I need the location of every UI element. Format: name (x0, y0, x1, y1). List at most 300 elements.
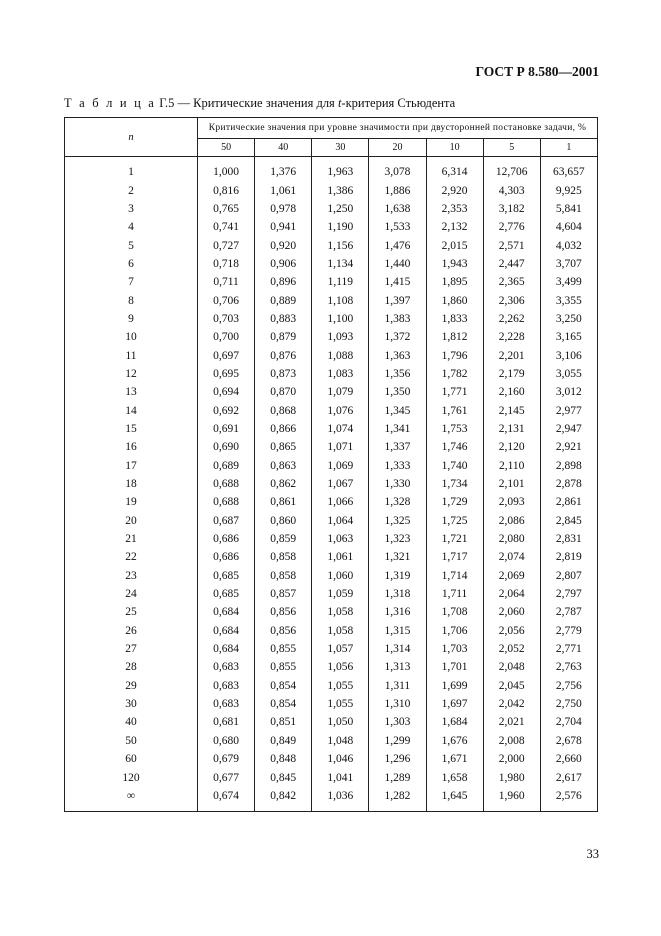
critical-value-cell: 1,415 (369, 273, 426, 291)
critical-value-cell: 1,315 (369, 622, 426, 640)
table-row (65, 383, 598, 401)
critical-value-cell: 0,703 (198, 310, 255, 328)
critical-value-cell: 1,717 (426, 548, 483, 566)
critical-value-cell: 2,080 (483, 530, 540, 548)
table-row (65, 658, 598, 676)
critical-value-cell: 3,106 (540, 346, 597, 364)
table-caption (64, 96, 455, 111)
critical-value-cell: 3,078 (369, 157, 426, 182)
critical-value-cell: 3,012 (540, 383, 597, 401)
critical-value-cell: 1,753 (426, 420, 483, 438)
degrees-of-freedom-cell: 8 (65, 291, 198, 309)
critical-value-cell: 1,658 (426, 768, 483, 786)
critical-value-cell: 1,812 (426, 328, 483, 346)
critical-value-cell: 1,729 (426, 493, 483, 511)
table-row (65, 200, 598, 218)
degrees-of-freedom-cell: 10 (65, 328, 198, 346)
level-header-3: 20 (369, 139, 426, 157)
critical-value-cell: 0,688 (198, 475, 255, 493)
level-header-6: 1 (540, 139, 597, 157)
critical-value-cell: 1,059 (312, 585, 369, 603)
degrees-of-freedom-cell: 40 (65, 713, 198, 731)
critical-value-cell: 1,056 (312, 658, 369, 676)
critical-value-cell: 0,816 (198, 181, 255, 199)
critical-value-cell: 1,311 (369, 677, 426, 695)
table-row (65, 713, 598, 731)
critical-value-cell: 0,692 (198, 401, 255, 419)
critical-value-cell: 0,686 (198, 548, 255, 566)
critical-value-cell: 1,069 (312, 457, 369, 475)
critical-value-cell: 9,925 (540, 181, 597, 199)
critical-value-cell: 2,306 (483, 291, 540, 309)
critical-value-cell: 4,303 (483, 181, 540, 199)
critical-value-cell: 2,447 (483, 255, 540, 273)
critical-value-cell: 1,943 (426, 255, 483, 273)
critical-value-cell: 1,886 (369, 181, 426, 199)
table-row (65, 218, 598, 236)
critical-value-cell: 2,145 (483, 401, 540, 419)
critical-value-cell: 2,920 (426, 181, 483, 199)
critical-value-cell: 1,036 (312, 787, 369, 812)
critical-value-cell: 2,052 (483, 640, 540, 658)
critical-value-cell: 2,779 (540, 622, 597, 640)
critical-value-cell: 0,855 (255, 640, 312, 658)
table-row (65, 291, 598, 309)
critical-value-cell: 0,687 (198, 512, 255, 530)
table-body (65, 157, 598, 812)
critical-value-cell: 1,046 (312, 750, 369, 768)
critical-value-cell: 0,765 (198, 200, 255, 218)
critical-value-cell: 1,676 (426, 732, 483, 750)
critical-value-cell: 1,356 (369, 365, 426, 383)
critical-value-cell: 1,960 (483, 787, 540, 812)
critical-value-cell: 1,699 (426, 677, 483, 695)
table-row (65, 401, 598, 419)
critical-value-cell: 3,707 (540, 255, 597, 273)
table-row (65, 255, 598, 273)
critical-value-cell: 2,756 (540, 677, 597, 695)
critical-value-cell: 0,883 (255, 310, 312, 328)
critical-value-cell: 1,055 (312, 695, 369, 713)
critical-value-cell: 0,862 (255, 475, 312, 493)
critical-value-cell: 6,314 (426, 157, 483, 182)
table-row (65, 438, 598, 456)
critical-value-cell: 2,365 (483, 273, 540, 291)
degrees-of-freedom-cell: 50 (65, 732, 198, 750)
table-row (65, 750, 598, 768)
critical-value-cell: 1,050 (312, 713, 369, 731)
critical-value-cell: 0,857 (255, 585, 312, 603)
critical-value-cell: 0,854 (255, 677, 312, 695)
table-row (65, 603, 598, 621)
critical-value-cell: 2,021 (483, 713, 540, 731)
critical-value-cell: 2,831 (540, 530, 597, 548)
critical-value-cell: 0,685 (198, 567, 255, 585)
critical-value-cell: 2,617 (540, 768, 597, 786)
table-row (65, 310, 598, 328)
critical-value-cell: 1,299 (369, 732, 426, 750)
critical-value-cell: 1,079 (312, 383, 369, 401)
critical-value-cell: 2,120 (483, 438, 540, 456)
critical-value-cell: 1,067 (312, 475, 369, 493)
critical-value-cell: 1,063 (312, 530, 369, 548)
degrees-of-freedom-cell: 25 (65, 603, 198, 621)
critical-value-cell: 0,920 (255, 236, 312, 254)
table-row (65, 787, 598, 812)
critical-value-cell: 2,179 (483, 365, 540, 383)
critical-value-cell: 1,725 (426, 512, 483, 530)
critical-value-cell: 1,076 (312, 401, 369, 419)
degrees-of-freedom-cell: 60 (65, 750, 198, 768)
critical-value-cell: 4,032 (540, 236, 597, 254)
critical-value-cell: 1,440 (369, 255, 426, 273)
critical-value-cell: 1,048 (312, 732, 369, 750)
degrees-of-freedom-cell: 9 (65, 310, 198, 328)
degrees-of-freedom-cell: 18 (65, 475, 198, 493)
critical-value-cell: 1,321 (369, 548, 426, 566)
critical-value-cell: 0,876 (255, 346, 312, 364)
degrees-of-freedom-cell: 24 (65, 585, 198, 603)
critical-value-cell: 0,941 (255, 218, 312, 236)
degrees-of-freedom-cell: 120 (65, 768, 198, 786)
critical-value-cell: 2,086 (483, 512, 540, 530)
critical-value-cell: 2,131 (483, 420, 540, 438)
critical-value-cell: 0,711 (198, 273, 255, 291)
critical-value-cell: 1,721 (426, 530, 483, 548)
critical-value-cell: 1,980 (483, 768, 540, 786)
critical-value-cell: 0,873 (255, 365, 312, 383)
critical-value-cell: 0,684 (198, 603, 255, 621)
critical-value-cell: 1,325 (369, 512, 426, 530)
table-row (65, 236, 598, 254)
critical-value-cell: 1,057 (312, 640, 369, 658)
critical-value-cell: 1,708 (426, 603, 483, 621)
critical-value-cell: 1,313 (369, 658, 426, 676)
table-row (65, 768, 598, 786)
critical-value-cell: 2,921 (540, 438, 597, 456)
critical-value-cell: 1,156 (312, 236, 369, 254)
critical-value-cell: 4,604 (540, 218, 597, 236)
degrees-of-freedom-cell: 15 (65, 420, 198, 438)
critical-value-cell: 3,355 (540, 291, 597, 309)
degrees-of-freedom-cell: 21 (65, 530, 198, 548)
critical-value-cell: 0,685 (198, 585, 255, 603)
critical-value-cell: 0,681 (198, 713, 255, 731)
critical-value-cell: 0,866 (255, 420, 312, 438)
critical-value-cell: 1,706 (426, 622, 483, 640)
critical-value-cell: 1,645 (426, 787, 483, 812)
table-row (65, 475, 598, 493)
critical-value-cell: 2,977 (540, 401, 597, 419)
caption-text: Критические значения для (193, 96, 338, 110)
degrees-of-freedom-cell: 1 (65, 157, 198, 182)
critical-value-cell: 1,061 (312, 548, 369, 566)
degrees-of-freedom-cell: 13 (65, 383, 198, 401)
critical-value-cell: 1,064 (312, 512, 369, 530)
critical-value-cell: 0,718 (198, 255, 255, 273)
critical-value-cell: 1,771 (426, 383, 483, 401)
degrees-of-freedom-cell: 28 (65, 658, 198, 676)
critical-value-cell: 0,849 (255, 732, 312, 750)
caption-label: Т а б л и ц а (64, 96, 157, 110)
critical-value-cell: 0,906 (255, 255, 312, 273)
table-row (65, 365, 598, 383)
degrees-of-freedom-cell: 5 (65, 236, 198, 254)
critical-value-cell: 1,333 (369, 457, 426, 475)
document-code: ГОСТ Р 8.580—2001 (475, 64, 599, 79)
critical-value-cell: 2,819 (540, 548, 597, 566)
critical-value-cell: 1,134 (312, 255, 369, 273)
critical-value-cell: 1,350 (369, 383, 426, 401)
critical-value-cell: 0,978 (255, 200, 312, 218)
critical-value-cell: 0,856 (255, 622, 312, 640)
critical-value-cell: 0,845 (255, 768, 312, 786)
critical-value-cell: 0,683 (198, 695, 255, 713)
degrees-of-freedom-cell: 19 (65, 493, 198, 511)
critical-value-cell: 0,851 (255, 713, 312, 731)
critical-value-cell: 2,845 (540, 512, 597, 530)
critical-value-cell: 1,041 (312, 768, 369, 786)
critical-value-cell: 1,100 (312, 310, 369, 328)
table-row (65, 530, 598, 548)
critical-value-cell: 1,684 (426, 713, 483, 731)
critical-value-cell: 0,741 (198, 218, 255, 236)
critical-value-cell: 1,734 (426, 475, 483, 493)
critical-value-cell: 1,318 (369, 585, 426, 603)
critical-value-cell: 1,697 (426, 695, 483, 713)
critical-value-cell: 0,858 (255, 567, 312, 585)
degrees-of-freedom-cell: 11 (65, 346, 198, 364)
level-header-0: 50 (198, 139, 255, 157)
critical-value-cell: 3,182 (483, 200, 540, 218)
critical-value-cell: 1,638 (369, 200, 426, 218)
critical-value-cell: 0,855 (255, 658, 312, 676)
critical-value-cell: 1,074 (312, 420, 369, 438)
critical-value-cell: 1,296 (369, 750, 426, 768)
caption-number: Г.5 (159, 96, 175, 110)
critical-value-cell: 0,879 (255, 328, 312, 346)
degrees-of-freedom-cell: 30 (65, 695, 198, 713)
critical-value-cell: 0,848 (255, 750, 312, 768)
critical-value-cell: 1,895 (426, 273, 483, 291)
critical-value-cell: 0,889 (255, 291, 312, 309)
level-header-5: 5 (483, 139, 540, 157)
critical-value-cell: 1,782 (426, 365, 483, 383)
table-row (65, 585, 598, 603)
critical-value-cell: 2,160 (483, 383, 540, 401)
critical-value-cell: 1,060 (312, 567, 369, 585)
critical-value-cell: 1,376 (255, 157, 312, 182)
degrees-of-freedom-cell: 12 (65, 365, 198, 383)
critical-value-cell: 2,750 (540, 695, 597, 713)
critical-value-cell: 0,706 (198, 291, 255, 309)
critical-value-cell: 1,341 (369, 420, 426, 438)
degrees-of-freedom-cell: 29 (65, 677, 198, 695)
critical-value-cell: 0,680 (198, 732, 255, 750)
degrees-of-freedom-cell: 4 (65, 218, 198, 236)
critical-value-cell: 1,740 (426, 457, 483, 475)
critical-value-cell: 2,262 (483, 310, 540, 328)
critical-value-cell: 0,858 (255, 548, 312, 566)
critical-value-cell: 2,015 (426, 236, 483, 254)
critical-value-cell: 1,328 (369, 493, 426, 511)
critical-value-cell: 2,064 (483, 585, 540, 603)
critical-value-cell: 1,083 (312, 365, 369, 383)
critical-value-cell: 3,165 (540, 328, 597, 346)
critical-value-cell: 2,228 (483, 328, 540, 346)
critical-value-cell: 1,000 (198, 157, 255, 182)
critical-value-cell: 0,686 (198, 530, 255, 548)
critical-value-cell: 0,842 (255, 787, 312, 812)
critical-value-cell: 2,045 (483, 677, 540, 695)
critical-value-cell: 0,683 (198, 677, 255, 695)
critical-value-cell: 2,807 (540, 567, 597, 585)
critical-value-cell: 0,868 (255, 401, 312, 419)
critical-value-cell: 5,841 (540, 200, 597, 218)
critical-values-table-wrapper (64, 117, 598, 812)
critical-value-cell: 0,679 (198, 750, 255, 768)
critical-value-cell: 1,316 (369, 603, 426, 621)
table-row (65, 512, 598, 530)
critical-value-cell: 2,776 (483, 218, 540, 236)
caption-text-end: -критерия Стьюдента (341, 96, 456, 110)
table-row (65, 640, 598, 658)
critical-value-cell: 0,859 (255, 530, 312, 548)
critical-value-cell: 1,330 (369, 475, 426, 493)
degrees-of-freedom-cell: 26 (65, 622, 198, 640)
degrees-of-freedom-cell: 14 (65, 401, 198, 419)
critical-value-cell: 2,947 (540, 420, 597, 438)
critical-value-cell: 3,055 (540, 365, 597, 383)
degrees-of-freedom-cell: 3 (65, 200, 198, 218)
significance-level-header: Критические значения при уровне значимости при двусторонней постановке задачи, % (198, 118, 598, 139)
critical-value-cell: 2,576 (540, 787, 597, 812)
table-row (65, 157, 598, 182)
table-row (65, 622, 598, 640)
critical-value-cell: 0,694 (198, 383, 255, 401)
critical-value-cell: 3,499 (540, 273, 597, 291)
critical-value-cell: 1,310 (369, 695, 426, 713)
critical-value-cell: 1,476 (369, 236, 426, 254)
critical-value-cell: 3,250 (540, 310, 597, 328)
critical-value-cell: 2,861 (540, 493, 597, 511)
critical-value-cell: 1,282 (369, 787, 426, 812)
level-header-2: 30 (312, 139, 369, 157)
critical-value-cell: 1,372 (369, 328, 426, 346)
critical-value-cell: 2,797 (540, 585, 597, 603)
critical-value-cell: 2,704 (540, 713, 597, 731)
critical-value-cell: 1,761 (426, 401, 483, 419)
degrees-of-freedom-cell: 7 (65, 273, 198, 291)
critical-value-cell: 1,108 (312, 291, 369, 309)
critical-value-cell: 0,727 (198, 236, 255, 254)
critical-value-cell: 0,684 (198, 622, 255, 640)
critical-value-cell: 1,055 (312, 677, 369, 695)
critical-value-cell: 1,703 (426, 640, 483, 658)
critical-value-cell: 2,056 (483, 622, 540, 640)
critical-value-cell: 1,319 (369, 567, 426, 585)
critical-value-cell: 0,674 (198, 787, 255, 812)
critical-value-cell: 1,088 (312, 346, 369, 364)
level-header-4: 10 (426, 139, 483, 157)
critical-value-cell: 0,697 (198, 346, 255, 364)
critical-value-cell: 1,714 (426, 567, 483, 585)
critical-value-cell: 0,684 (198, 640, 255, 658)
critical-value-cell: 2,201 (483, 346, 540, 364)
critical-value-cell: 1,383 (369, 310, 426, 328)
critical-value-cell: 1,963 (312, 157, 369, 182)
degrees-of-freedom-cell: 20 (65, 512, 198, 530)
critical-value-cell: 12,706 (483, 157, 540, 182)
degrees-of-freedom-cell: 6 (65, 255, 198, 273)
critical-value-cell: 2,008 (483, 732, 540, 750)
table-row (65, 346, 598, 364)
critical-value-cell: 2,678 (540, 732, 597, 750)
degrees-of-freedom-cell: 2 (65, 181, 198, 199)
critical-value-cell: 0,856 (255, 603, 312, 621)
table-row (65, 457, 598, 475)
degrees-of-freedom-cell: 22 (65, 548, 198, 566)
column-header-n: n (65, 118, 198, 157)
critical-value-cell: 0,870 (255, 383, 312, 401)
critical-value-cell: 2,771 (540, 640, 597, 658)
critical-value-cell: 2,110 (483, 457, 540, 475)
degrees-of-freedom-cell: 16 (65, 438, 198, 456)
critical-value-cell: 1,833 (426, 310, 483, 328)
critical-value-cell: 0,863 (255, 457, 312, 475)
table-row (65, 420, 598, 438)
table-row (65, 328, 598, 346)
table-row (65, 273, 598, 291)
critical-value-cell: 0,683 (198, 658, 255, 676)
critical-value-cell: 0,690 (198, 438, 255, 456)
critical-value-cell: 1,337 (369, 438, 426, 456)
critical-value-cell: 1,119 (312, 273, 369, 291)
critical-value-cell: 0,677 (198, 768, 255, 786)
critical-value-cell: 1,058 (312, 603, 369, 621)
table-row (65, 677, 598, 695)
critical-value-cell: 0,896 (255, 273, 312, 291)
critical-value-cell: 2,093 (483, 493, 540, 511)
table-row (65, 567, 598, 585)
critical-value-cell: 1,250 (312, 200, 369, 218)
table-row (65, 548, 598, 566)
critical-value-cell: 1,533 (369, 218, 426, 236)
critical-value-cell: 2,787 (540, 603, 597, 621)
critical-value-cell: 0,700 (198, 328, 255, 346)
critical-value-cell: 1,397 (369, 291, 426, 309)
critical-value-cell: 1,363 (369, 346, 426, 364)
critical-value-cell: 1,345 (369, 401, 426, 419)
table-row (65, 695, 598, 713)
caption-t-symbol: t (337, 96, 342, 110)
table-row (65, 732, 598, 750)
critical-value-cell: 1,323 (369, 530, 426, 548)
table-row (65, 181, 598, 199)
critical-value-cell: 0,854 (255, 695, 312, 713)
critical-value-cell: 2,353 (426, 200, 483, 218)
critical-value-cell: 1,289 (369, 768, 426, 786)
critical-value-cell: 1,314 (369, 640, 426, 658)
critical-values-table (64, 117, 598, 812)
critical-value-cell: 0,689 (198, 457, 255, 475)
critical-value-cell: 63,657 (540, 157, 597, 182)
critical-value-cell: 2,132 (426, 218, 483, 236)
critical-value-cell: 1,746 (426, 438, 483, 456)
critical-value-cell: 2,069 (483, 567, 540, 585)
critical-value-cell: 2,878 (540, 475, 597, 493)
critical-value-cell: 1,701 (426, 658, 483, 676)
